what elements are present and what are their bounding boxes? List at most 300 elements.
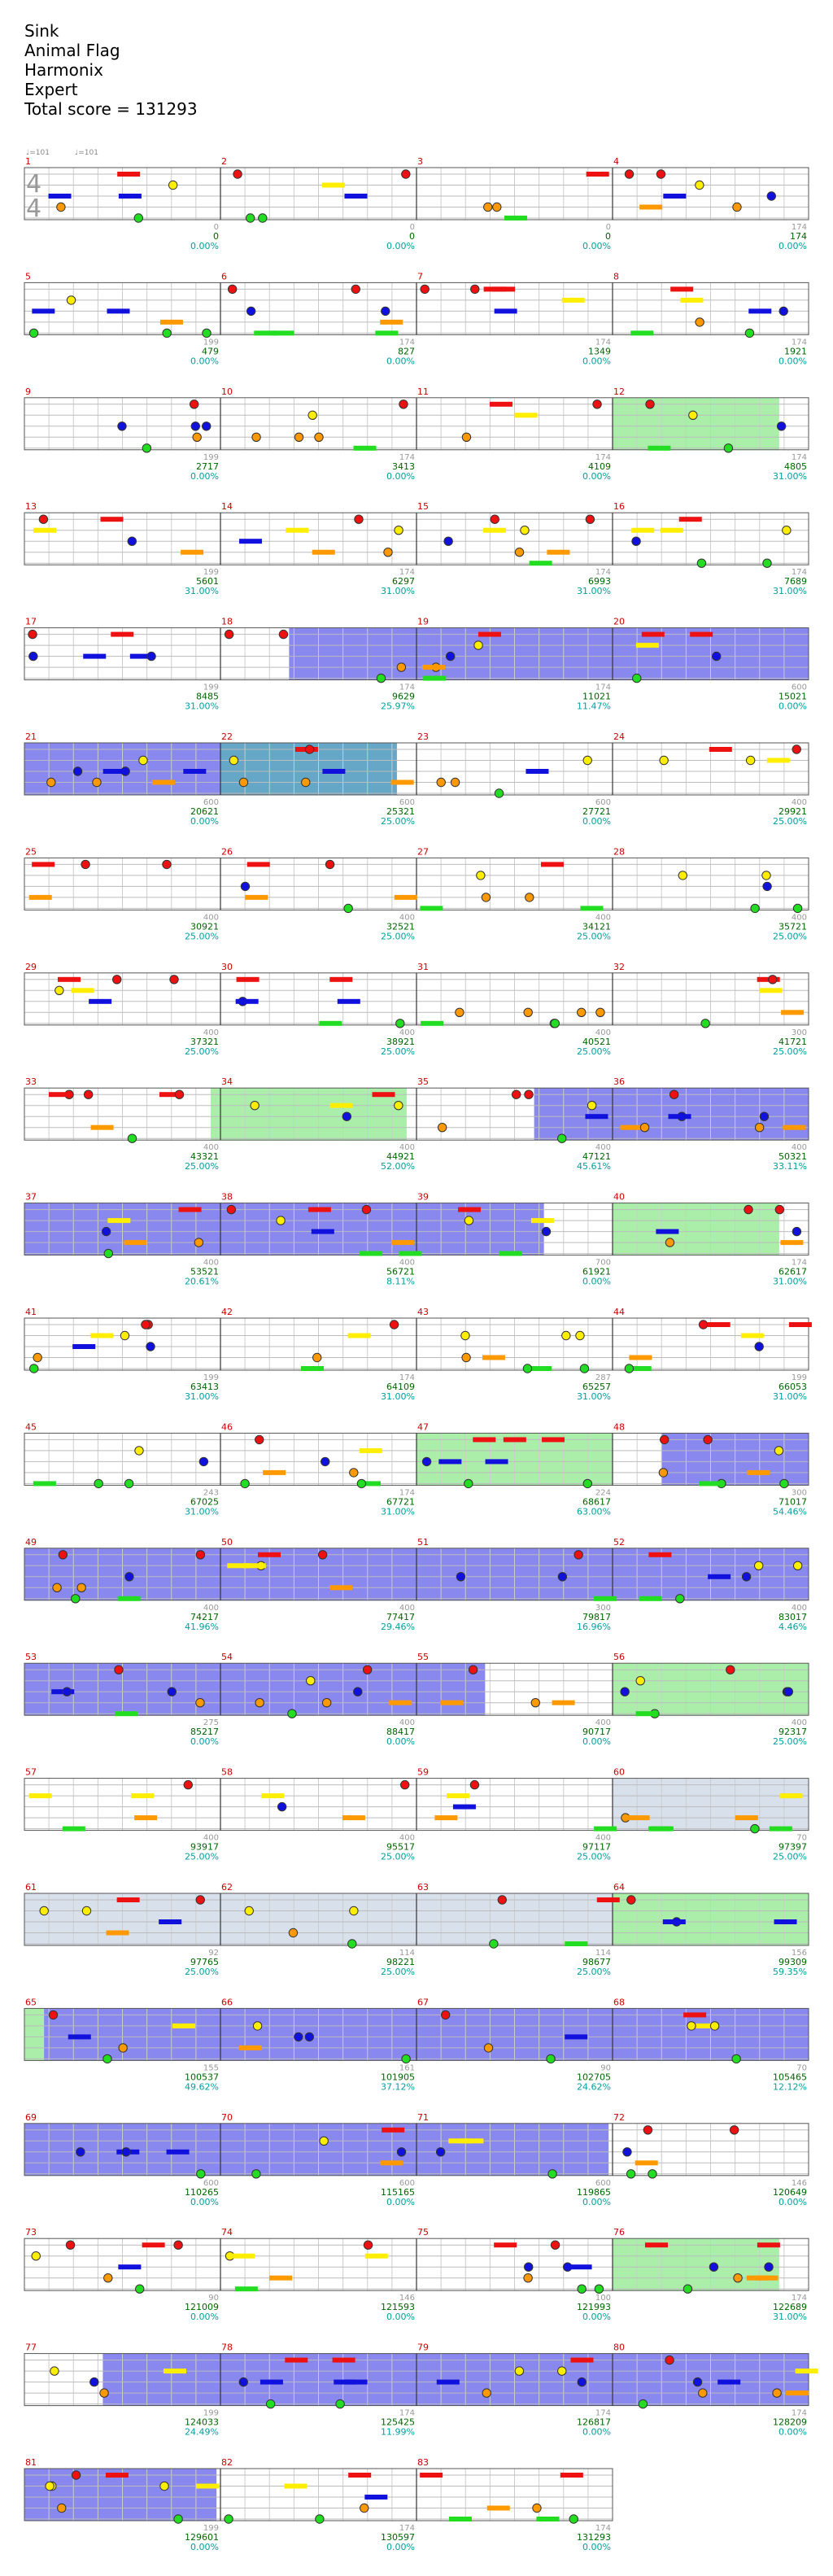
note-gem <box>76 2148 85 2156</box>
note-gem <box>586 515 594 523</box>
measure-gain: 287 <box>595 1373 611 1382</box>
measure-number: 16 <box>613 501 625 513</box>
measure-number: 9 <box>25 386 31 397</box>
note-gem <box>57 203 65 211</box>
note-gem <box>402 2054 410 2063</box>
note-gem <box>294 433 303 441</box>
cumulative-score: 71017 <box>778 1496 807 1508</box>
sustain-note <box>760 988 783 993</box>
sustain-note <box>72 1344 95 1349</box>
measure-number: 5 <box>25 271 31 282</box>
note-gem <box>307 1677 315 1685</box>
cumulative-score: 90717 <box>582 1727 611 1738</box>
note-gem <box>58 2504 66 2512</box>
sustain-note <box>774 1919 797 1924</box>
sustain-note <box>781 1010 804 1015</box>
measure-gain: 600 <box>203 2178 219 2188</box>
sustain-note <box>670 286 693 291</box>
sustain-note <box>490 402 512 407</box>
note-gem <box>355 515 363 523</box>
measure-gain: 174 <box>595 2524 611 2533</box>
note-gem <box>170 976 178 984</box>
note-gem <box>401 1780 409 1788</box>
note-gem <box>421 285 429 293</box>
note-gem <box>134 214 142 222</box>
note-gem <box>322 1699 330 1707</box>
cumulative-score: 61921 <box>582 1266 611 1277</box>
sustain-note <box>360 1251 382 1256</box>
sustain-note <box>547 550 569 555</box>
cumulative-score: 63413 <box>190 1382 219 1392</box>
note-gem <box>49 2011 57 2019</box>
overdrive-percent: 0.00% <box>582 2426 611 2438</box>
measure-number: 54 <box>221 1652 233 1663</box>
note-gem <box>351 285 360 293</box>
note-gem <box>225 2515 233 2523</box>
note-gem <box>777 422 785 430</box>
measure-number: 79 <box>417 2342 429 2353</box>
cumulative-score: 64109 <box>386 1382 415 1392</box>
measure-number: 23 <box>417 731 429 742</box>
sustain-note <box>32 862 55 867</box>
cumulative-score: 27721 <box>582 806 611 817</box>
measure-number: 80 <box>613 2342 625 2353</box>
cumulative-score: 30921 <box>190 921 219 932</box>
note-gem <box>28 630 37 638</box>
cumulative-score: 43321 <box>190 1151 219 1163</box>
note-gem <box>773 2389 781 2397</box>
overdrive-percent: 63.00% <box>577 1506 611 1517</box>
note-gem <box>325 860 334 868</box>
sustain-note <box>747 1470 770 1475</box>
note-gem <box>633 674 641 682</box>
note-gem <box>30 1364 38 1373</box>
measure-number: 21 <box>25 731 37 742</box>
cumulative-score: 129601 <box>185 2532 219 2543</box>
sustain-note <box>530 561 552 565</box>
note-gem <box>199 1457 207 1465</box>
note-gem <box>767 192 775 200</box>
sustain-note <box>434 1815 457 1820</box>
note-gem <box>128 537 136 545</box>
note-gem <box>422 1457 430 1465</box>
overdrive-percent: 31.00% <box>773 1276 807 1287</box>
sustain-note <box>115 1711 137 1716</box>
sustain-note <box>365 2254 388 2259</box>
overdrive-phrase <box>613 398 779 450</box>
sustain-note <box>160 320 183 325</box>
note-gem <box>625 170 633 178</box>
overdrive-percent: 25.00% <box>185 1161 219 1172</box>
overdrive-percent: 0.00% <box>582 1276 611 1287</box>
measure-gain: 199 <box>203 338 219 347</box>
note-gem <box>762 871 770 880</box>
note-gem <box>196 1896 204 1904</box>
cumulative-score: 41721 <box>778 1036 807 1047</box>
sustain-note <box>683 2012 706 2017</box>
note-gem <box>241 1479 249 1487</box>
measure-gain: 400 <box>595 1028 611 1037</box>
time-signature-bottom: 4 <box>26 194 42 223</box>
overdrive-percent: 25.00% <box>185 1967 219 1977</box>
sustain-note <box>482 1356 505 1360</box>
note-gem <box>197 2170 205 2178</box>
sustain-note <box>119 194 142 199</box>
note-gem <box>482 2389 491 2397</box>
sustain-note <box>312 550 335 555</box>
sustain-note <box>245 895 268 900</box>
note-gem <box>493 203 501 211</box>
measure-number: 53 <box>25 1652 37 1663</box>
note-gem <box>46 2482 54 2490</box>
note-gem <box>745 329 753 337</box>
measure-number: 44 <box>613 1307 625 1317</box>
overdrive-percent: 0.00% <box>582 2196 611 2207</box>
sustain-note <box>565 1941 587 1946</box>
note-gem <box>251 1102 259 1110</box>
overdrive-percent: 25.00% <box>577 1967 611 1977</box>
cumulative-score: 92317 <box>778 1727 807 1738</box>
measure-gain: 400 <box>595 1143 611 1153</box>
sustain-note <box>708 1574 731 1579</box>
note-gem <box>632 537 640 545</box>
overdrive-percent: 0.00% <box>190 2196 219 2207</box>
note-gem <box>239 778 247 786</box>
measure-gain: 600 <box>791 683 807 692</box>
sustain-note <box>285 2358 307 2363</box>
measure-gain: 174 <box>399 2524 415 2533</box>
sustain-note <box>627 1815 650 1820</box>
note-gem <box>627 1896 635 1904</box>
cumulative-score: 479 <box>202 346 219 357</box>
cumulative-score: 9629 <box>392 691 415 702</box>
sustain-note <box>460 2138 483 2143</box>
sustain-note <box>134 1815 157 1820</box>
sustain-note <box>117 1897 140 1902</box>
sustain-note <box>541 862 564 867</box>
overdrive-percent: 0.00% <box>190 1736 219 1748</box>
overdrive-percent: 20.61% <box>185 1276 219 1287</box>
measure-gain: 146 <box>791 2178 807 2188</box>
measure-number: 31 <box>417 961 429 972</box>
cumulative-score: 68617 <box>582 1496 611 1508</box>
note-gem <box>660 756 668 764</box>
measure-number: 27 <box>417 846 429 858</box>
note-gem <box>246 307 255 315</box>
measure-gain: 174 <box>399 1373 415 1382</box>
measure-number: 38 <box>221 1191 233 1203</box>
sustain-note <box>690 632 713 637</box>
sustain-note <box>648 446 670 451</box>
sustain-note <box>526 769 548 774</box>
measure-number: 14 <box>221 501 233 513</box>
note-gem <box>55 986 63 994</box>
note-gem <box>769 976 777 984</box>
note-gem <box>699 1321 707 1329</box>
overdrive-percent: 25.00% <box>185 1046 219 1057</box>
note-gem <box>515 2367 523 2375</box>
overdrive-percent: 25.97% <box>381 701 415 712</box>
artist-name: Animal Flag <box>24 41 120 60</box>
sustain-note <box>183 769 206 774</box>
sustain-note <box>380 320 403 325</box>
note-gem <box>33 1353 41 1361</box>
overdrive-percent: 0.00% <box>386 2542 415 2552</box>
sustain-note <box>423 676 446 681</box>
note-gem <box>742 1573 750 1581</box>
note-gem <box>81 860 89 868</box>
note-gem <box>551 2241 559 2249</box>
note-gem <box>587 1102 595 1110</box>
note-gem <box>316 2515 324 2523</box>
sustain-note <box>348 1334 371 1338</box>
measure-gain: 300 <box>791 1488 807 1498</box>
sustain-note <box>117 172 140 177</box>
note-gem <box>474 641 482 649</box>
sustain-note <box>796 2369 818 2373</box>
tempo-marker: ♩=101 <box>75 149 98 157</box>
note-gem <box>163 329 171 337</box>
cumulative-score: 62617 <box>778 1266 807 1277</box>
note-gem <box>640 1124 648 1132</box>
overdrive-percent: 25.00% <box>381 1851 415 1862</box>
sustain-note <box>458 1207 481 1212</box>
note-gem <box>775 1205 783 1213</box>
note-gem <box>104 2274 112 2282</box>
note-gem <box>362 1205 370 1213</box>
overdrive-percent: 0.00% <box>582 2542 611 2552</box>
note-gem <box>461 1331 469 1339</box>
note-gem <box>120 1331 129 1339</box>
measure-number: 60 <box>613 1766 625 1778</box>
note-gem <box>100 2389 108 2397</box>
note-gem <box>67 296 75 304</box>
note-gem <box>710 2022 718 2030</box>
cumulative-score: 174 <box>790 231 807 242</box>
sustain-note <box>636 1711 659 1716</box>
note-gem <box>39 515 47 523</box>
sustain-note <box>770 1827 792 1832</box>
note-gem <box>135 1447 143 1455</box>
note-gem <box>683 2285 691 2293</box>
measure-number: 57 <box>25 1766 37 1778</box>
cumulative-score: 102705 <box>577 2072 611 2083</box>
sustain-note <box>32 308 55 313</box>
note-gem <box>484 203 492 211</box>
sustain-note <box>499 1251 522 1256</box>
sustain-note <box>107 1931 129 1936</box>
sustain-note <box>735 1815 758 1820</box>
sustain-note <box>232 2254 255 2259</box>
note-gem <box>241 882 249 890</box>
cumulative-score: 83017 <box>778 1611 807 1622</box>
measure-gain: 174 <box>595 338 611 347</box>
overdrive-percent: 31.00% <box>773 1391 807 1402</box>
note-gem <box>665 2356 674 2364</box>
note-gem <box>583 1479 591 1487</box>
sustain-note <box>100 517 123 522</box>
cumulative-score: 77417 <box>386 1611 415 1622</box>
note-gem <box>437 778 445 786</box>
cumulative-score: 122689 <box>773 2302 807 2313</box>
note-gem <box>643 2126 652 2134</box>
note-gem <box>755 1124 763 1132</box>
sustain-note <box>504 1437 526 1442</box>
overdrive-percent: 16.96% <box>577 1621 611 1632</box>
sustain-note <box>420 906 443 910</box>
measure-number: 59 <box>417 1766 429 1778</box>
note-gem <box>390 1321 398 1329</box>
cumulative-score: 2717 <box>196 461 219 472</box>
note-gem <box>277 1216 285 1225</box>
sustain-note <box>420 2473 443 2478</box>
note-gem <box>576 1331 584 1339</box>
note-gem <box>446 652 454 660</box>
cumulative-score: 44921 <box>386 1151 415 1163</box>
note-gem <box>515 548 523 557</box>
measure-number: 2 <box>221 156 227 167</box>
note-gem <box>763 882 771 890</box>
note-gem <box>626 2170 635 2178</box>
song-title: Sink <box>24 21 59 41</box>
sustain-note <box>680 298 703 303</box>
note-gem <box>29 329 37 337</box>
sustain-note <box>360 1448 382 1453</box>
measure-gain: 161 <box>399 2063 415 2073</box>
note-gem <box>72 2471 80 2479</box>
note-gem <box>259 214 267 222</box>
sustain-note <box>118 2264 141 2269</box>
measure-gain: 400 <box>399 1718 415 1728</box>
measure-number: 20 <box>613 616 625 627</box>
note-gem <box>696 318 704 326</box>
note-gem <box>484 2044 492 2052</box>
note-gem <box>525 1090 533 1098</box>
cumulative-score: 88417 <box>386 1727 415 1738</box>
note-gem <box>315 433 323 441</box>
note-gem <box>547 2054 555 2063</box>
measure-gain: 400 <box>203 913 219 923</box>
cumulative-score: 101905 <box>381 2072 415 2083</box>
note-gem <box>142 1321 150 1329</box>
note-gem <box>382 307 390 315</box>
note-gem <box>646 400 654 408</box>
measure-gain: 100 <box>595 2294 611 2303</box>
sustain-note <box>594 1596 617 1601</box>
note-gem <box>436 2148 444 2156</box>
note-gem <box>357 1479 365 1487</box>
sustain-note <box>329 1585 352 1590</box>
note-gem <box>593 400 601 408</box>
measure-gain: 174 <box>399 568 415 578</box>
sustain-note <box>382 2128 404 2133</box>
overdrive-percent: 45.61% <box>577 1161 611 1172</box>
measure-gain: 400 <box>595 1833 611 1843</box>
sustain-note <box>239 2046 262 2050</box>
note-gem <box>124 1479 133 1487</box>
note-gem <box>765 2263 773 2271</box>
note-gem <box>342 1112 351 1120</box>
measure-number: 83 <box>417 2457 429 2468</box>
overdrive-percent: 25.00% <box>773 816 807 827</box>
measure-gain: 400 <box>203 1028 219 1037</box>
sustain-note <box>333 2358 355 2363</box>
measure-gain: 400 <box>595 913 611 923</box>
note-gem <box>523 1364 531 1373</box>
sustain-note <box>373 1092 395 1097</box>
cumulative-score: 0 <box>213 231 219 242</box>
note-gem <box>397 663 405 671</box>
measure-number: 46 <box>221 1421 233 1433</box>
overdrive-percent: 0.00% <box>582 2312 611 2323</box>
note-gem <box>774 1447 783 1455</box>
sustain-note <box>486 1459 508 1464</box>
note-gem <box>294 2032 303 2041</box>
sustain-note <box>239 539 262 544</box>
overdrive-percent: 0.00% <box>386 2312 415 2323</box>
overdrive-percent: 33.11% <box>773 1161 807 1172</box>
sustain-note <box>399 1251 421 1256</box>
overdrive-percent: 25.00% <box>381 816 415 827</box>
sustain-note <box>103 769 126 774</box>
note-gem <box>59 1551 67 1559</box>
overdrive-percent: 25.00% <box>185 1851 219 1862</box>
note-gem <box>395 1102 403 1110</box>
overdrive-percent: 52.00% <box>381 1161 415 1172</box>
cumulative-score: 97117 <box>582 1841 611 1853</box>
note-gem <box>521 526 529 535</box>
note-gem <box>93 778 101 786</box>
sustain-note <box>755 2276 778 2281</box>
sustain-note <box>286 528 308 533</box>
overdrive-percent: 31.00% <box>577 1391 611 1402</box>
note-gem <box>639 2399 647 2408</box>
note-gem <box>648 2170 656 2178</box>
sustain-note <box>552 1701 575 1705</box>
note-gem <box>73 767 81 775</box>
measure-number: 67 <box>417 1997 429 2008</box>
note-gem <box>693 2377 701 2386</box>
sustain-note <box>580 906 603 910</box>
note-gem <box>402 170 410 178</box>
sustain-note <box>453 1805 476 1810</box>
sustain-note <box>33 1481 56 1486</box>
measure-gain: 90 <box>208 2294 219 2303</box>
overdrive-percent: 0.00% <box>582 816 611 827</box>
measure-number: 32 <box>613 961 625 972</box>
difficulty-label: Expert <box>24 80 78 99</box>
measure-number: 28 <box>613 846 625 858</box>
measure-gain: 0 <box>605 223 611 232</box>
measure-number: 73 <box>25 2227 37 2238</box>
sustain-note <box>629 1356 652 1360</box>
note-gem <box>160 2482 168 2490</box>
sustain-note <box>495 308 517 313</box>
measure-gain: 174 <box>791 568 807 578</box>
sustain-note <box>131 1793 154 1798</box>
measure-gain: 400 <box>399 1028 415 1037</box>
measure-gain: 90 <box>600 2063 611 2073</box>
note-gem <box>90 2377 98 2386</box>
cumulative-score: 124033 <box>185 2417 219 2428</box>
cumulative-score: 20621 <box>190 806 219 817</box>
note-gem <box>583 756 591 764</box>
overdrive-percent: 31.00% <box>381 586 415 597</box>
measure-gain: 400 <box>791 1718 807 1728</box>
note-gem <box>792 1227 800 1235</box>
note-gem <box>477 871 485 880</box>
sustain-note <box>83 654 106 659</box>
